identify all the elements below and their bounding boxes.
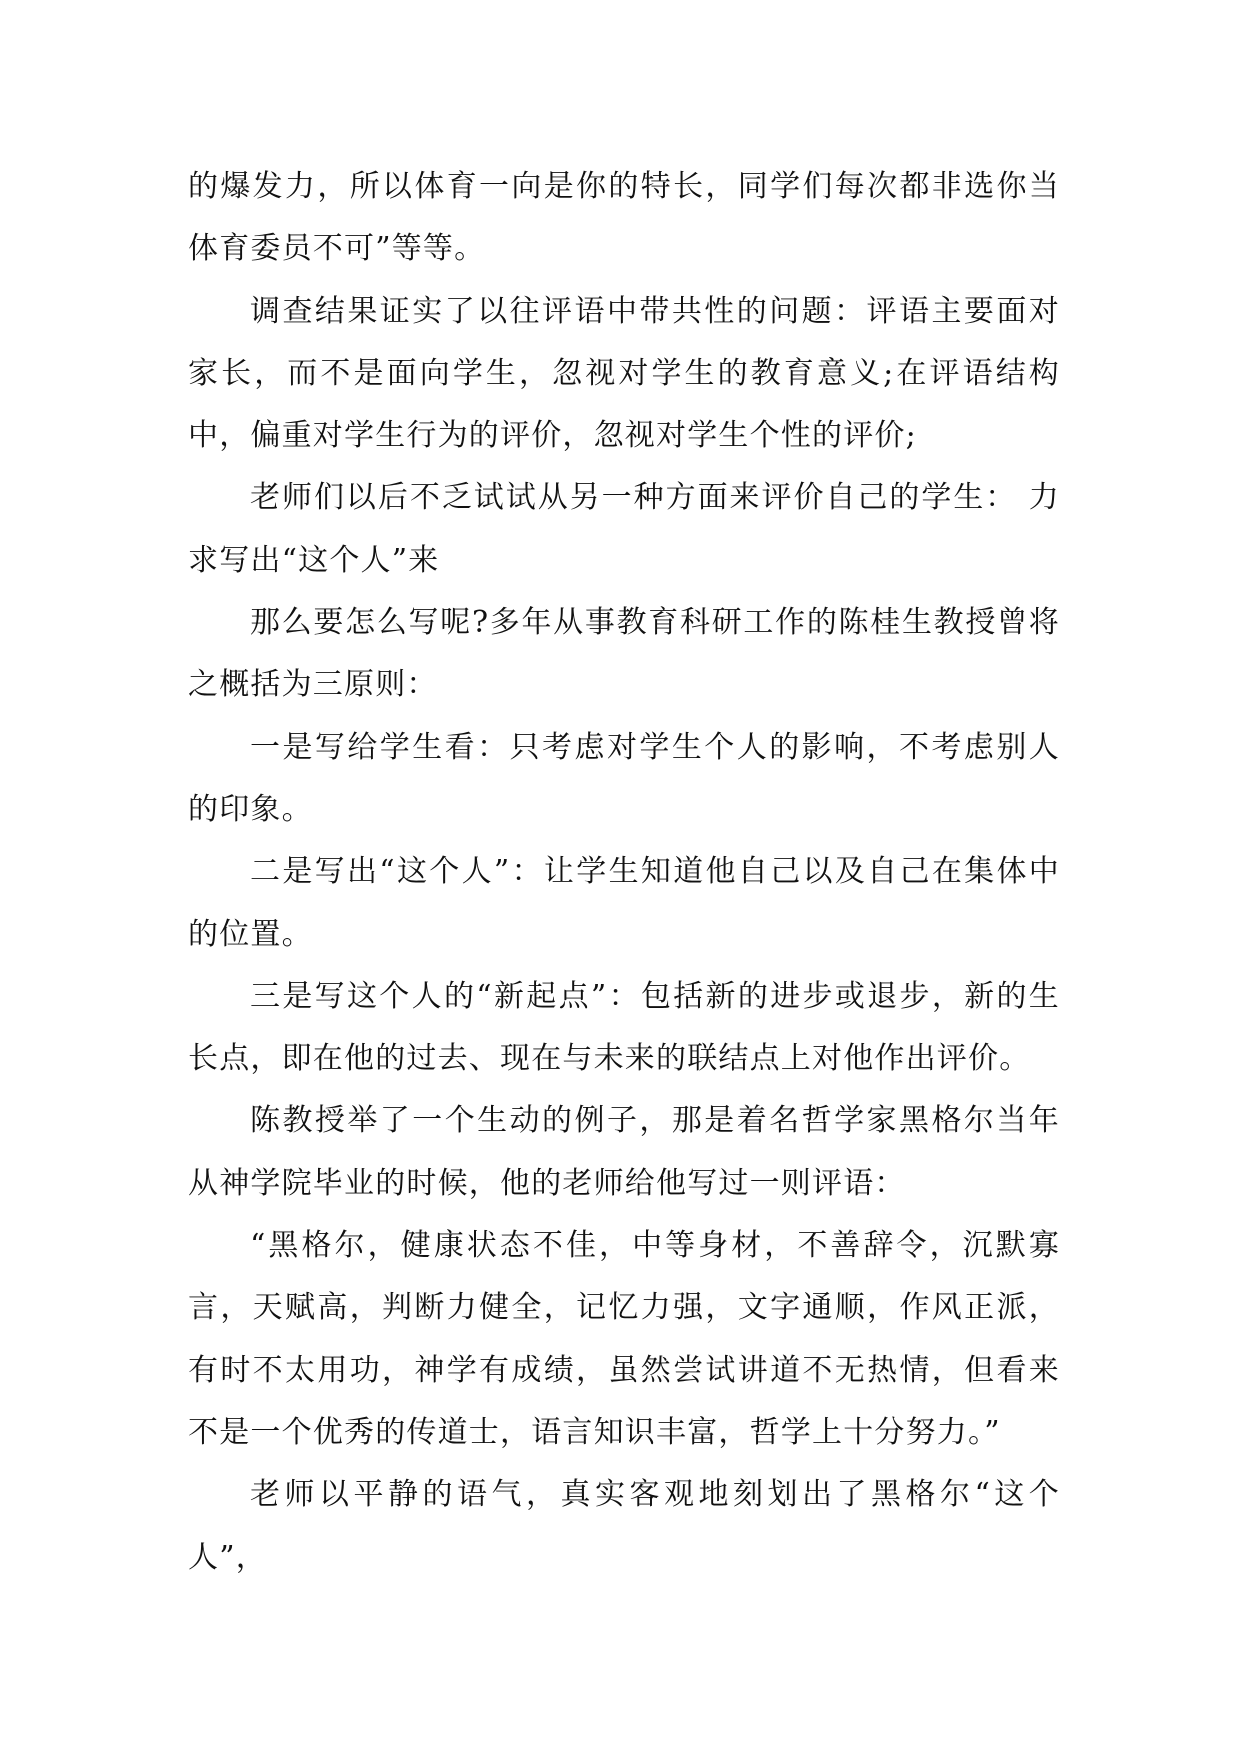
paragraph-2: 调查结果证实了以往评语中带共性的问题：评语主要面对家长，而不是面向学生，忽视对学生的教育意义;在评语结构中，偏重对学生行为的评价，忽视对学生个性的评价;: [188, 293, 1060, 454]
paragraph-3: 老师们以后不乏试试从另一种方面来评价自己的学生： 力求写出“这个人”来: [188, 480, 1060, 578]
paragraph-6: 二是写出“这个人”：让学生知道他自己以及自己在集体中的位置。: [188, 854, 1060, 952]
paragraph-10: 老师以平静的语气，真实客观地刻划出了黑格尔“这个人”，: [188, 1477, 1060, 1575]
paragraph-5: 一是写给学生看：只考虑对学生个人的影响，不考虑别人的印象。: [188, 729, 1060, 827]
body-text: [188, 156, 1060, 1589]
paragraph-1: 的爆发力，所以体育一向是你的特长，同学们每次都非选你当体育委员不可”等等。: [188, 169, 1060, 267]
paragraph-8: 陈教授举了一个生动的例子，那是着名哲学家黑格尔当年从神学院毕业的时候，他的老师给他写过一则评语：: [188, 1103, 1060, 1201]
paragraph-4: 那么要怎么写呢?多年从事教育科研工作的陈桂生教授曾将之概括为三原则：: [188, 605, 1060, 703]
paragraph-7: 三是写这个人的“新起点”：包括新的进步或退步，新的生长点，即在他的过去、现在与未来的联结点上对他作出评价。: [188, 978, 1060, 1077]
paragraph-9: “黑格尔，健康状态不佳，中等身材，不善辞令，沉默寡言，天赋高，判断力健全，记忆力强，文字通顺，作风正派，有时不太用功，神学有成绩，虽然尝试讲道不无热情，但看来不是一个优秀的传道士，语言知识丰富，哲学上十分努力。”: [188, 1228, 1060, 1450]
